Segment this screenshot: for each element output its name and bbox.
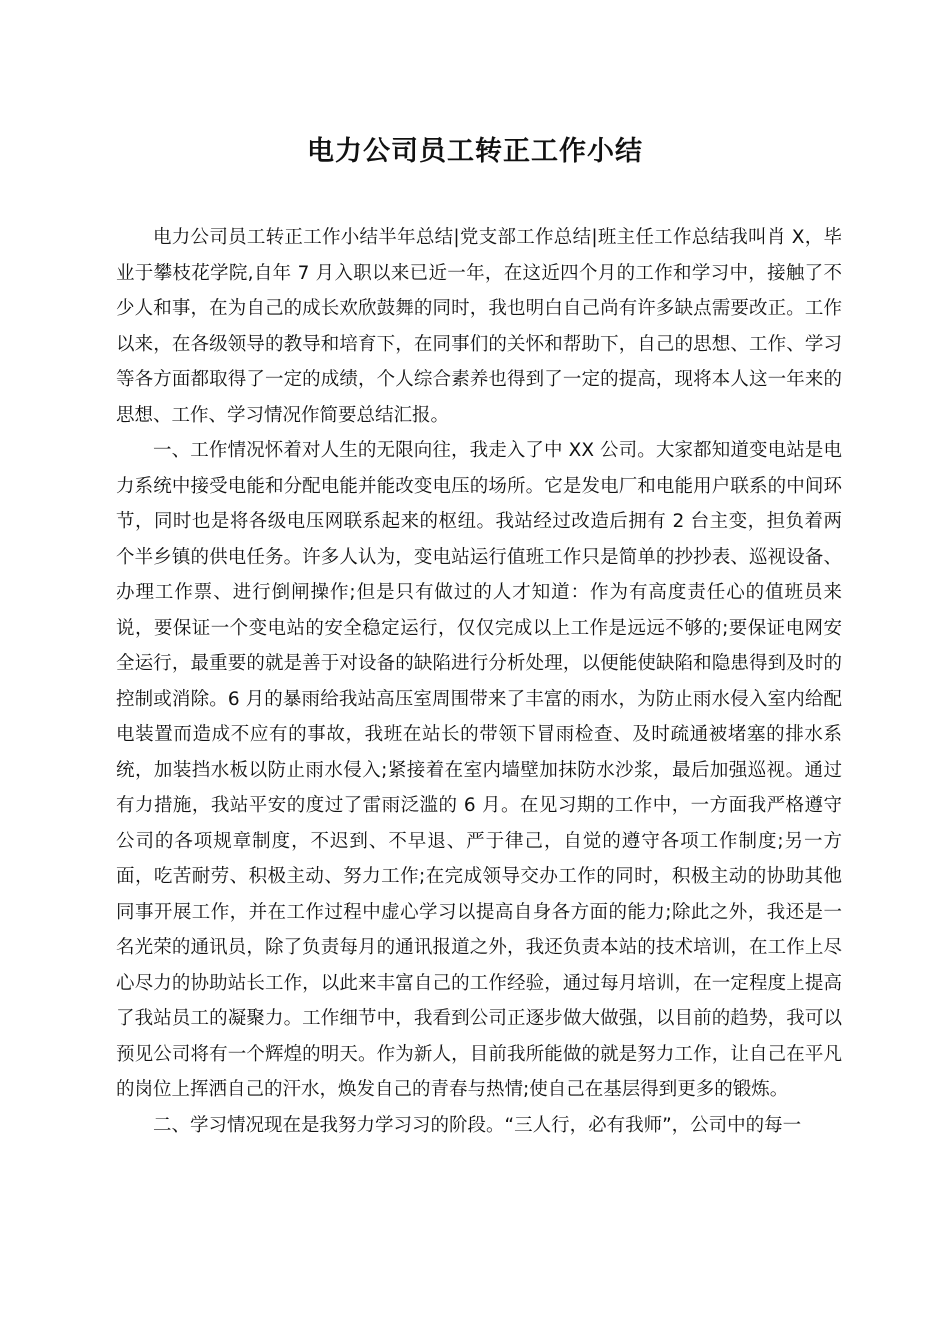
document-title: 电力公司员工转正工作小结 bbox=[307, 136, 643, 167]
document-body bbox=[116, 220, 842, 1143]
paragraph-intro: 电力公司员工转正工作小结半年总结|党支部工作总结|班主任工作总结我叫肖 X，毕业于攀枝花学院,自年 7 月入职以来已近一年，在这近四个月的工作和学习中，接触了不少人和事，在为自己的成长欢欣鼓舞的同时，我也明白自己尚有许多缺点需要改正。工作以来，在各级领导的教导和培育下，在同事们的关怀和帮助下，自己的思想、工作、学习等各方面都取得了一定的成绩，个人综合素养也得到了一定的提高，现将本人这一年来的思想、工作、学习情况作简要总结汇报。 bbox=[116, 227, 842, 426]
paragraph-work-situation: 一、工作情况怀着对人生的无限向往，我走入了中 XX 公司。大家都知道变电站是电力系统中接受电能和分配电能并能改变电压的场所。它是发电厂和电能用户联系的中间环节，同时也是将各级电压网联系起来的枢纽。我站经过改造后拥有 2 台主变，担负着两个半乡镇的供电任务。许多人认为，变电站运行值班工作只是简单的抄抄表、巡视设备、办理工作票、进行倒闸操作;但是只有做过的人才知道：作为有高度责任心的值班员来说，要保证一个变电站的安全稳定运行，仅仅完成以上工作是远远不够的;要保证电网安全运行，最重要的就是善于对设备的缺陷进行分析处理，以便能使缺陷和隐患得到及时的控制或消除。6 月的暴雨给我站高压室周围带来了丰富的雨水，为防止雨水侵入室内给配电装置而造成不应有的事故，我班在站长的带领下冒雨检查、及时疏通被堵塞的排水系统，加装挡水板以防止雨水侵入;紧接着在室内墙壁加抹防水沙浆，最后加强巡视。通过有力措施，我站平安的度过了雷雨泛滥的 6 月。在见习期的工作中，一方面我严格遵守公司的各项规章制度，不迟到、不早退、严于律己，自觉的遵守各项工作制度;另一方面，吃苦耐劳、积极主动、努力工作;在完成领导交办工作的同时，积极主动的协助其他同事开展工作，并在工作过程中虚心学习以提高自身各方面的能力;除此之外，我还是一名光荣的通讯员，除了负责每月的通讯报道之外，我还负责本站的技术培训，在工作上尽心尽力的协助站长工作，以此来丰富自己的工作经验，通过每月培训，在一定程度上提高了我站员工的凝聚力。工作细节中，我看到公司正逐步做大做强，以目前的趋势，我可以预见公司将有一个辉煌的明天。作为新人，目前我所能做的就是努力工作，让自己在平凡的岗位上挥洒自己的汗水，焕发自己的青春与热情;使自己在基层得到更多的锻炼。 bbox=[116, 440, 842, 1100]
paragraph-study-situation: 二、学习情况现在是我努力学习习的阶段。“三人行，必有我师”，公司中的每一 bbox=[153, 1114, 802, 1136]
